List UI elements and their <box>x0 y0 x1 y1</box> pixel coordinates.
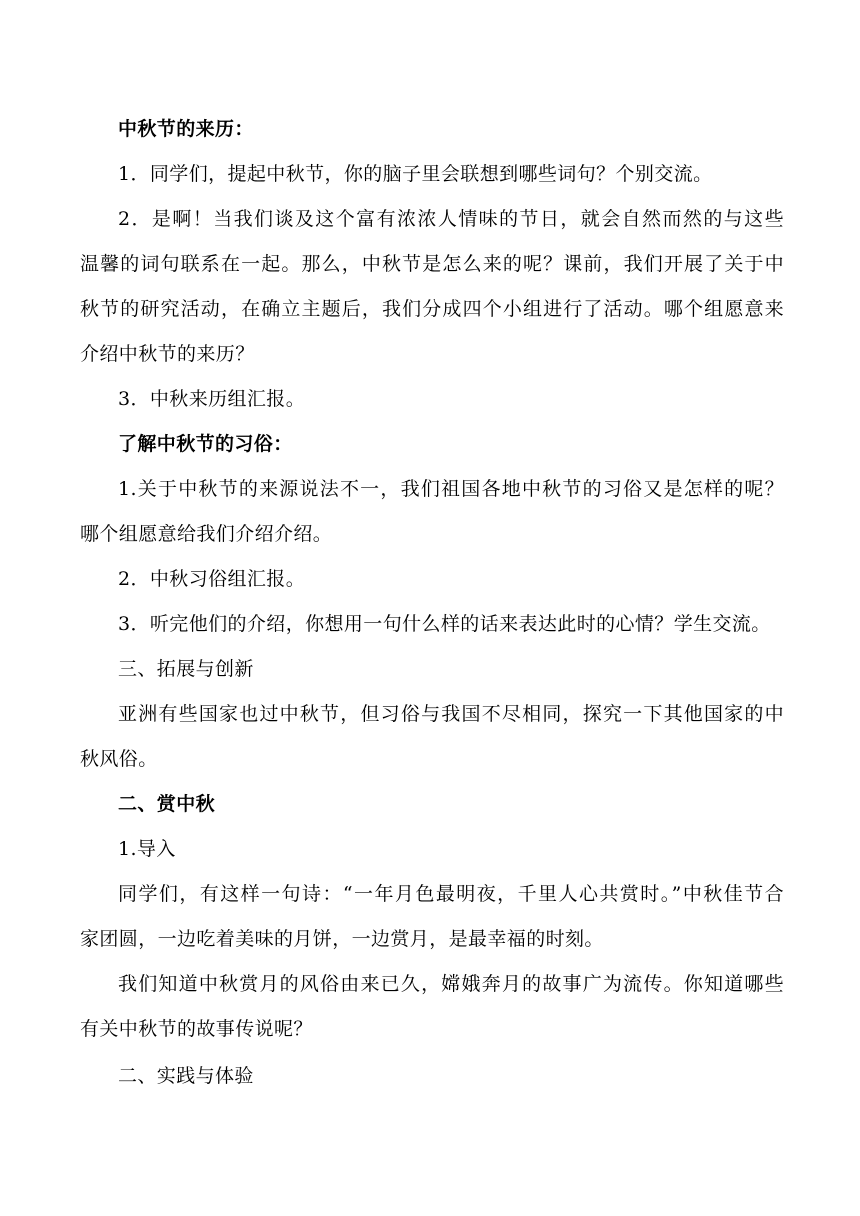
intro-label: 1.导入 <box>118 838 176 860</box>
heading-appreciate: 二、赏中秋 <box>118 793 216 815</box>
origin-paragraph-2-line-2: 温馨的词句联系在一起。那么，中秋节是怎么来的呢？课前，我们开展了关于中 <box>80 253 784 275</box>
intro-paragraph-1-line-1: 同学们，有这样一句诗：“一年月色最明夜，千里人心共赏时。”中秋佳节合 <box>118 883 784 905</box>
extend-paragraph-line-2: 秋风俗。 <box>80 748 158 770</box>
customs-paragraph-1-line-2: 哪个组愿意给我们介绍介绍。 <box>80 523 333 545</box>
intro-paragraph-1-line-2: 家团圆，一边吃着美味的月饼，一边赏月，是最幸福的时刻。 <box>80 928 604 950</box>
origin-paragraph-2-line-3: 秋节的研究活动，在确立主题后，我们分成四个小组进行了活动。哪个组愿意来 <box>80 298 784 320</box>
origin-paragraph-3: 3．中秋来历组汇报。 <box>118 388 306 410</box>
heading-origin: 中秋节的来历： <box>118 118 254 140</box>
customs-paragraph-3: 3．听完他们的介绍，你想用一句什么样的话来表达此时的心情？学生交流。 <box>118 613 771 635</box>
extend-paragraph-line-1: 亚洲有些国家也过中秋节，但习俗与我国不尽相同，探究一下其他国家的中 <box>118 703 784 725</box>
section-practice: 二、实践与体验 <box>118 1065 254 1087</box>
origin-paragraph-2-line-1: 2．是啊！当我们谈及这个富有浓浓人情味的节日，就会自然而然的与这些 <box>118 208 784 230</box>
intro-paragraph-2-line-1: 我们知道中秋赏月的风俗由来已久，嫦娥奔月的故事广为流传。你知道哪些 <box>118 973 784 995</box>
section-extend: 三、拓展与创新 <box>118 658 254 680</box>
customs-paragraph-1-line-1: 1.关于中秋节的来源说法不一，我们祖国各地中秋节的习俗又是怎样的呢？ <box>118 478 784 500</box>
origin-paragraph-2-line-4: 介绍中秋节的来历？ <box>80 343 255 365</box>
customs-paragraph-2: 2．中秋习俗组汇报。 <box>118 568 306 590</box>
origin-paragraph-1: 1．同学们，提起中秋节，你的脑子里会联想到哪些词句？个别交流。 <box>118 163 713 185</box>
intro-paragraph-2-line-2: 有关中秋节的故事传说呢？ <box>80 1018 313 1040</box>
heading-customs: 了解中秋节的习俗： <box>118 433 293 455</box>
